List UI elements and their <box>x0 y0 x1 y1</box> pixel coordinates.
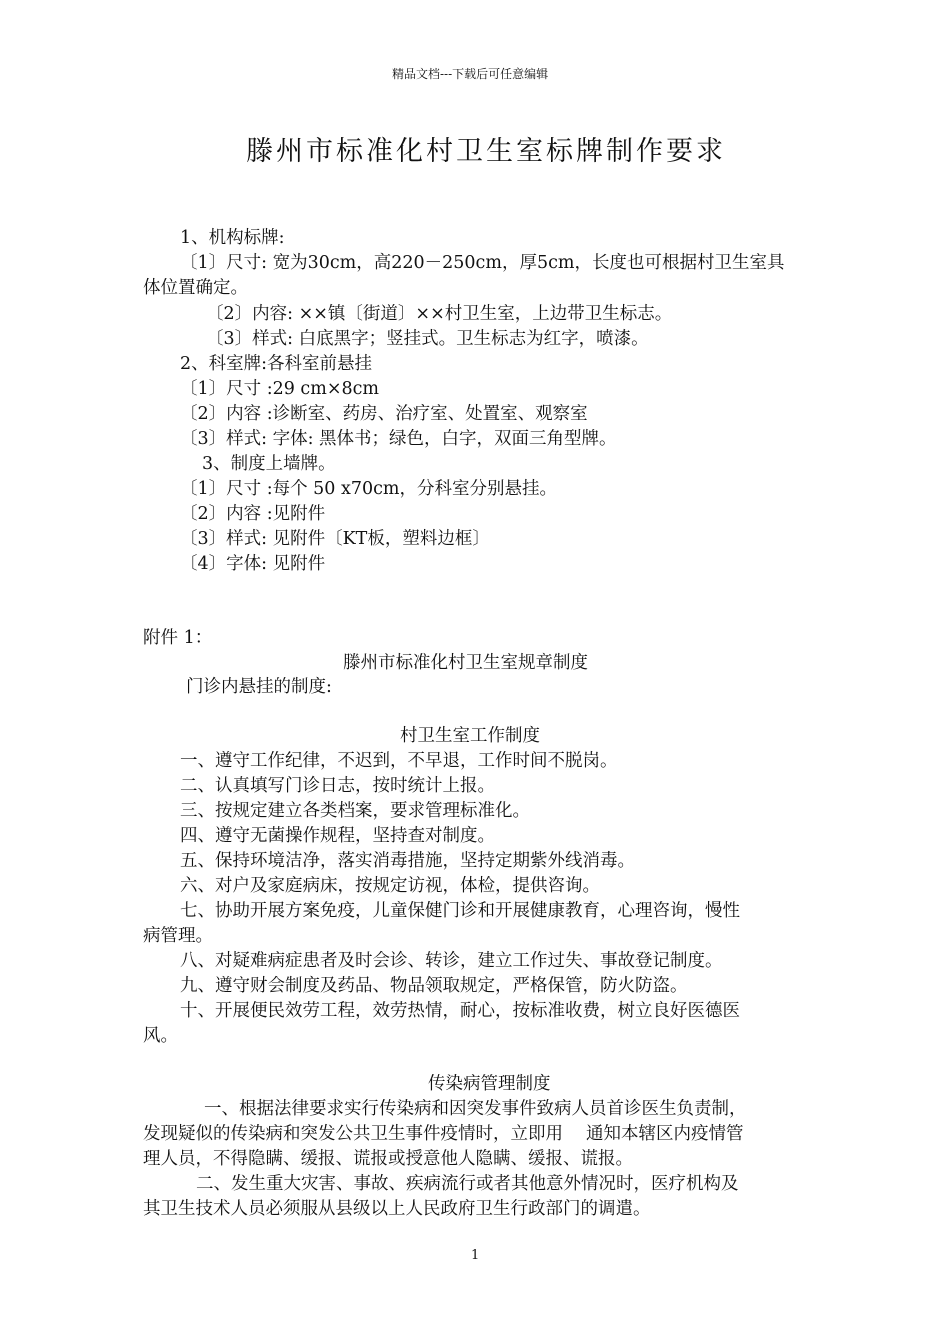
sec2-item3: 〔3〕样式: 字体: 黑体书；绿色，白字，双面三角型牌。 <box>180 429 617 449</box>
sec3-heading: 3、制度上墙牌。 <box>202 454 336 474</box>
infectious-p2-line1: 二、发生重大灾害、事故、疾病流行或者其他意外情况时，医疗机构及 <box>196 1174 739 1194</box>
sec3-item1: 〔1〕尺寸 :每个 50 x70cm，分科室分别悬挂。 <box>180 479 558 499</box>
work-rule-6: 六、对户及家庭病床，按规定访视，体检，提供咨询。 <box>180 876 600 896</box>
work-rule-8: 八、对疑难病症患者及时会诊、转诊，建立工作过失、事故登记制度。 <box>180 951 723 971</box>
sec2-item2: 〔2〕内容 :诊断室、药房、治疗室、处置室、观察室 <box>180 404 588 424</box>
infectious-title: 传染病管理制度 <box>428 1074 551 1094</box>
sec1-item1-line1: 〔1〕尺寸: 宽为30cm，高220－250cm，厚5cm，长度也可根据村卫生室具 <box>180 253 785 273</box>
appendix-title: 滕州市标准化村卫生室规章制度 <box>343 653 588 673</box>
page-header: 精品文档---下载后可任意编辑 <box>392 67 549 81</box>
sec1-item3: 〔3〕样式: 白底黑字；竖挂式。卫生标志为红字，喷漆。 <box>206 329 649 349</box>
sec3-item3: 〔3〕样式: 见附件〔KT板，塑料边框〕 <box>180 529 490 549</box>
sec1-item2: 〔2〕内容: ××镇〔街道〕××村卫生室，上边带卫生标志。 <box>206 304 673 324</box>
sec3-item4: 〔4〕字体: 见附件 <box>180 554 326 574</box>
appendix-intro: 门诊内悬挂的制度: <box>186 677 332 697</box>
document-title: 滕州市标准化村卫生室标牌制作要求 <box>246 136 726 167</box>
work-rule-10-line2: 风。 <box>143 1026 178 1046</box>
work-rule-5: 五、保持环境洁净，落实消毒措施，坚持定期紫外线消毒。 <box>180 851 635 871</box>
sec3-item2: 〔2〕内容 :见附件 <box>180 504 326 524</box>
infectious-p1-line2: 发现疑似的传染病和突发公共卫生事件疫情时，立即用 通知本辖区内疫情管 <box>143 1124 744 1144</box>
work-rule-3: 三、按规定建立各类档案，要求管理标准化。 <box>180 801 530 821</box>
work-rule-2: 二、认真填写门诊日志，按时统计上报。 <box>180 776 495 796</box>
work-rule-9: 九、遵守财会制度及药品、物品领取规定，严格保管，防火防盗。 <box>180 976 688 996</box>
sec2-item1: 〔1〕尺寸 :29 cm×8cm <box>180 379 380 399</box>
sec1-heading: 1、机构标牌: <box>180 228 285 248</box>
infectious-p2-line2: 其卫生技术人员必须服从县级以上人民政府卫生行政部门的调遣。 <box>143 1199 651 1219</box>
sec2-heading: 2、科室牌:各科室前悬挂 <box>180 354 373 374</box>
work-rule-10-line1: 十、开展便民效劳工程，效劳热情，耐心，按标准收费，树立良好医德医 <box>180 1001 740 1021</box>
sec1-item1-line2: 体位置确定。 <box>143 278 248 298</box>
page-number: 1 <box>471 1248 480 1263</box>
work-rule-4: 四、遵守无菌操作规程，坚持查对制度。 <box>180 826 495 846</box>
work-rule-7-line1: 七、协助开展方案免疫，儿童保健门诊和开展健康教育，心理咨询，慢性 <box>180 901 740 921</box>
appendix-label: 附件 1： <box>143 628 213 648</box>
work-rule-1: 一、遵守工作纪律，不迟到，不早退，工作时间不脱岗。 <box>180 751 618 771</box>
work-rules-title: 村卫生室工作制度 <box>400 726 540 746</box>
infectious-p1-line1: 一、根据法律要求实行传染病和因突发事件致病人员首诊医生负责制， <box>204 1099 747 1119</box>
work-rule-7-line2: 病管理。 <box>143 926 213 946</box>
infectious-p1-line3: 理人员，不得隐瞒、缓报、谎报或授意他人隐瞒、缓报、谎报。 <box>143 1149 633 1169</box>
